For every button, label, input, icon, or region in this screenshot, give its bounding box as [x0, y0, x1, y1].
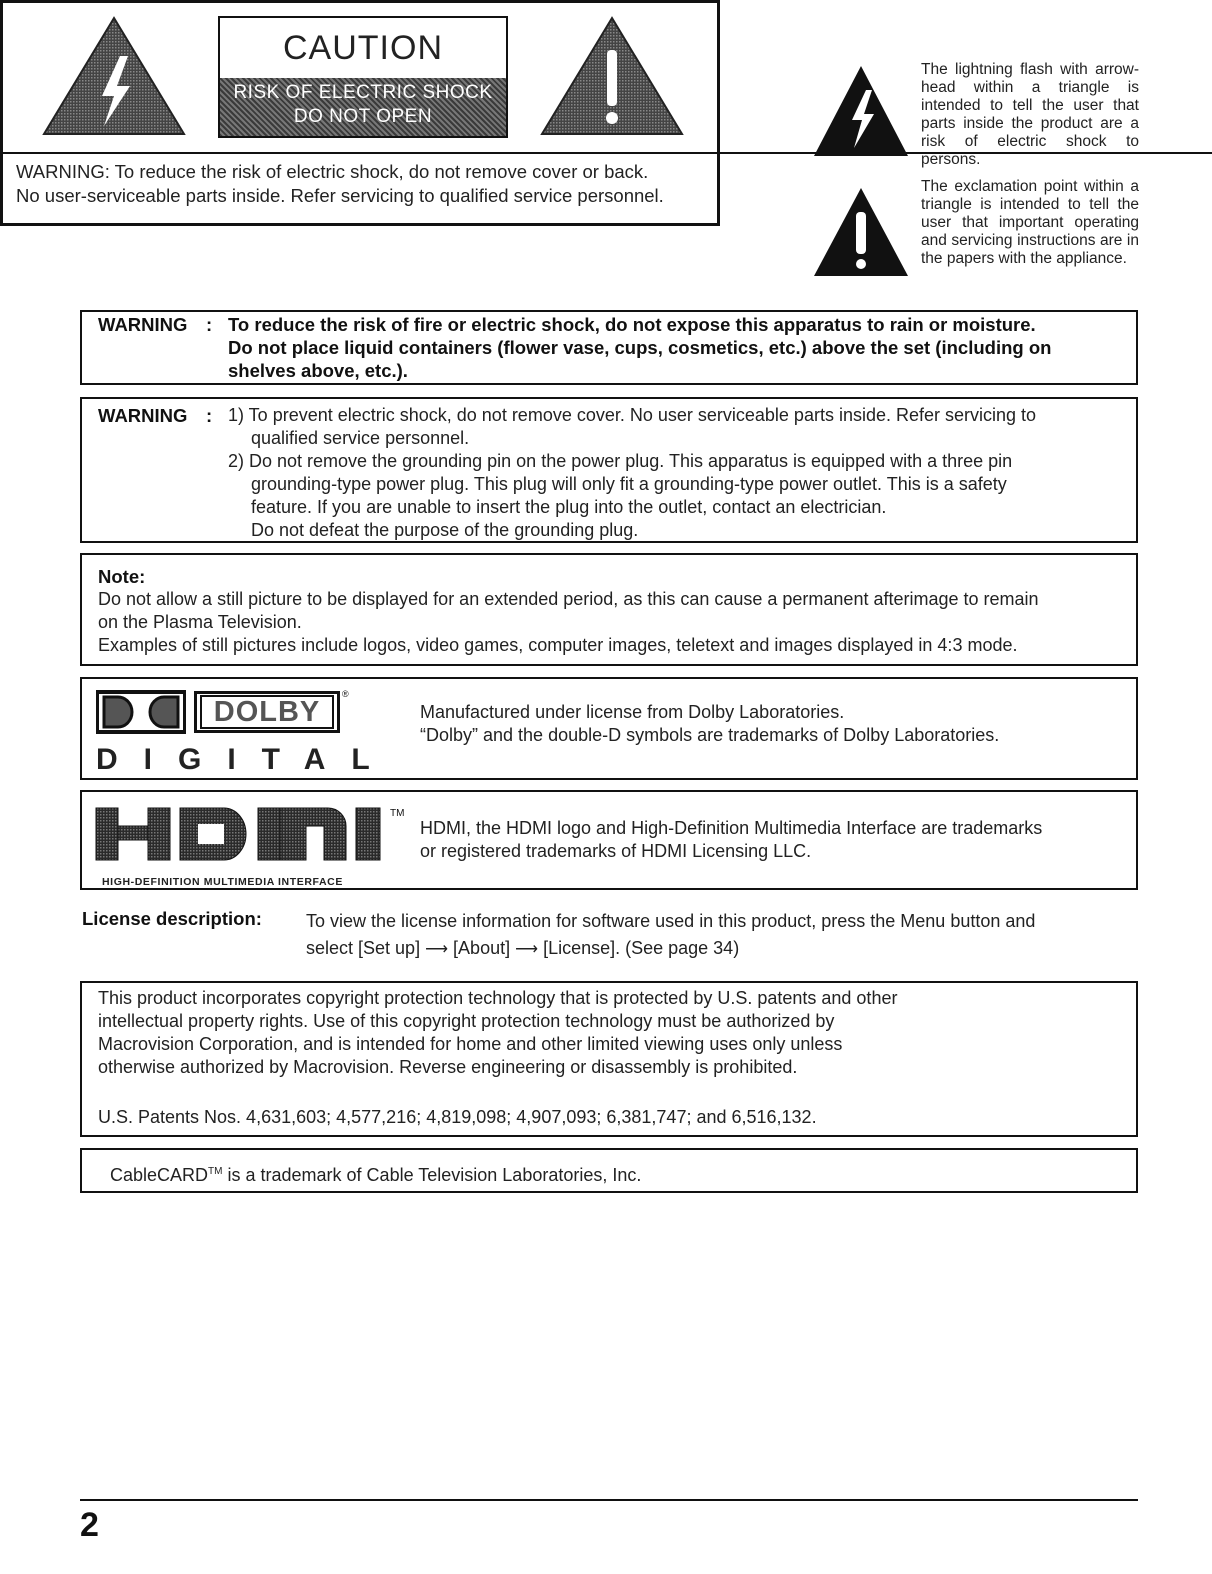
license-line: To view the license information for software used in this product, press the Menu button and: [306, 911, 1036, 931]
warning-label: WARNING: [98, 314, 188, 335]
macrovision-box: [80, 981, 1138, 1137]
hdmi-box: [80, 790, 1138, 890]
dolby-license-text: [420, 701, 1120, 747]
note-line: on the Plasma Television.: [98, 612, 302, 632]
double-d-icon: [96, 689, 186, 735]
dolby-digital-logo: [96, 689, 396, 776]
arrow-right-icon: ⟶: [425, 941, 449, 958]
warning-grounding-text: [228, 404, 1134, 542]
exclamation-warning-icon: [538, 14, 686, 138]
license-description: [306, 908, 1136, 963]
note-line: Do not allow a still picture to be displayed for an extended period, as this can cause a permanent afterimage to remain: [98, 589, 1039, 609]
license-menu-setup: select [Set up]: [306, 938, 421, 958]
macrovision-text: [98, 987, 1128, 1079]
patent-numbers: U.S. Patents Nos. 4,631,603; 4,577,216; 4,819,098; 4,907,093; 6,381,747; and 6,516,132.: [98, 1107, 817, 1127]
trademark-mark: TM: [390, 808, 405, 819]
lightning-triangle-icon: [812, 64, 910, 158]
warning-item-2-cont: grounding-type power plug. This plug will only fit a grounding-type power outlet. This is a safety: [251, 474, 1007, 494]
macrovision-line: intellectual property rights. Use of this copyright protection technology must be authorized by: [98, 1011, 835, 1031]
exclamation-symbol-description: The exclamation point within a triangle is intended to tell the user that important operating and servicing instructions are in the papers with the appliance.: [921, 178, 1139, 267]
arrow-right-icon: ⟶: [515, 941, 539, 958]
license-menu-license: [License]. (See page 34): [543, 938, 740, 958]
hdmi-line: or registered trademarks of HDMI Licensing LLC.: [420, 841, 812, 861]
hdmi-line: HDMI, the HDMI logo and High-Definition Multimedia Interface are trademarks: [420, 818, 1043, 838]
hdmi-logo: [94, 802, 405, 888]
warning-item-1: 1) To prevent electric shock, do not remove cover. No user serviceable parts inside. Refer servicing to: [228, 405, 1037, 425]
lightning-symbol-description: The lightning flash with arrow-head within a triangle is intended to tell the user that parts inside the product are a risk of electric shock to persons.: [921, 61, 1139, 168]
dolby-line: “Dolby” and the double-D symbols are trademarks of Dolby Laboratories.: [420, 725, 1000, 745]
license-label: License description:: [82, 908, 262, 929]
page-number: 2: [80, 1506, 99, 1544]
caution-title: CAUTION: [283, 29, 443, 67]
cablecard-tm: TM: [208, 1166, 223, 1177]
warning-item-1-cont: qualified service personnel.: [251, 428, 470, 448]
dolby-box: [80, 677, 1138, 780]
caution-label: [218, 16, 508, 138]
note-text: [98, 588, 1128, 657]
warning-item-2-cont: feature. If you are unable to insert the plug into the outlet, contact an electrician.: [251, 497, 887, 517]
caution-warning-line: WARNING: To reduce the risk of electric shock, do not remove cover or back.: [16, 161, 649, 182]
macrovision-line: otherwise authorized by Macrovision. Reverse engineering or disassembly is prohibited.: [98, 1057, 798, 1077]
cablecard-name: CableCARD: [110, 1165, 209, 1185]
hdmi-wordmark-icon: [94, 802, 384, 864]
license-menu-about: [About]: [453, 938, 511, 958]
cablecard-box: [80, 1148, 1138, 1193]
macrovision-line: Macrovision Corporation, and is intended for home and other limited viewing uses only unless: [98, 1034, 843, 1054]
warning-grounding-box: [80, 397, 1138, 543]
macrovision-line: This product incorporates copyright protection technology that is protected by U.S. patents and other: [98, 988, 898, 1008]
hdmi-subtitle: HIGH-DEFINITION MULTIMEDIA INTERFACE: [102, 876, 343, 888]
warning-colon: :: [206, 405, 213, 426]
warning-moisture-text: [228, 313, 1134, 382]
warning-line: To reduce the risk of fire or electric shock, do not expose this apparatus to rain or moisture.: [228, 314, 1036, 335]
cablecard-text: [110, 1160, 641, 1187]
warning-moisture-box: [80, 310, 1138, 385]
warning-label: WARNING: [98, 405, 188, 426]
exclamation-triangle-icon: [812, 186, 910, 278]
note-heading: Note:: [98, 566, 146, 587]
cablecard-rest: is a trademark of Cable Television Laboratories, Inc.: [222, 1165, 642, 1185]
caution-warning-line: No user-serviceable parts inside. Refer servicing to qualified service personnel.: [16, 185, 664, 206]
dolby-line: Manufactured under license from Dolby Laboratories.: [420, 702, 845, 722]
note-line: Examples of still pictures include logos, video games, computer images, teletext and images displayed in 4:3 mode.: [98, 635, 1018, 655]
hdmi-license-text: [420, 817, 1130, 863]
warning-line: Do not place liquid containers (flower vase, cups, cosmetics, etc.) above the set (including on: [228, 337, 1052, 358]
license-line-2: [306, 935, 1136, 963]
lightning-warning-icon: [40, 14, 188, 138]
caution-subtitle-1: RISK OF ELECTRIC SHOCK: [233, 82, 493, 103]
caution-subtitle-2: DO NOT OPEN: [293, 106, 433, 127]
caution-box: [0, 0, 720, 226]
warning-item-2: 2) Do not remove the grounding pin on the power plug. This apparatus is equipped with a three pin: [228, 451, 1013, 471]
dolby-digital-text: DIGITAL: [96, 743, 396, 776]
warning-line: shelves above, etc.).: [228, 360, 408, 381]
warning-item-2-cont: Do not defeat the purpose of the grounding plug.: [251, 520, 639, 540]
dolby-wordmark: DOLBY: [200, 695, 334, 729]
footer-rule: [80, 1499, 1138, 1501]
caution-warning-text: [16, 160, 664, 208]
caution-subtitle-band: [220, 78, 506, 136]
warning-colon: :: [206, 314, 213, 335]
note-box: [80, 553, 1138, 666]
registered-mark: ®: [342, 689, 349, 699]
